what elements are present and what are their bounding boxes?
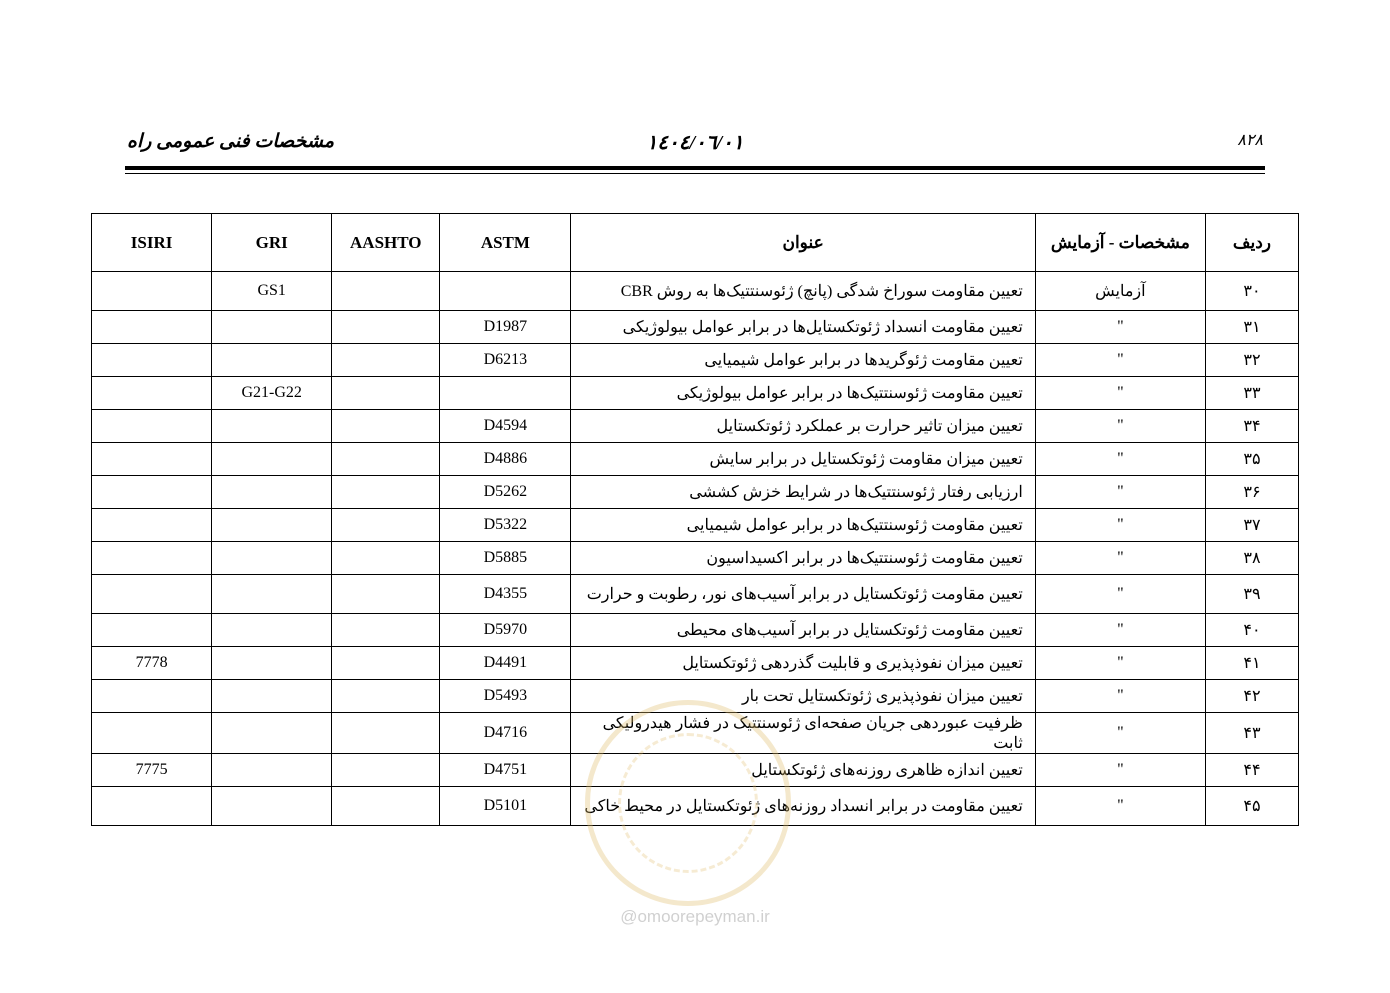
cell-isiri xyxy=(92,787,212,826)
cell-spec: " xyxy=(1035,476,1205,509)
cell-spec: " xyxy=(1035,680,1205,713)
cell-title: تعیین میزان مقاومت ژئوتکستایل در برابر سایش xyxy=(571,443,1035,476)
cell-row: ۴۰ xyxy=(1205,614,1298,647)
cell-astm: D4716 xyxy=(440,713,571,754)
cell-row: ۳۰ xyxy=(1205,272,1298,311)
col-header-gri: GRI xyxy=(212,214,332,272)
cell-spec: " xyxy=(1035,614,1205,647)
cell-isiri xyxy=(92,311,212,344)
page-header xyxy=(125,126,1265,158)
cell-spec: " xyxy=(1035,509,1205,542)
test-spec-table xyxy=(91,213,1299,826)
table-row xyxy=(92,443,1299,476)
cell-title: ارزیابی رفتار ژئوسنتتیک‌ها در شرایط خزش کششی xyxy=(571,476,1035,509)
cell-gri xyxy=(212,410,332,443)
cell-row: ۴۱ xyxy=(1205,647,1298,680)
cell-astm: D4886 xyxy=(440,443,571,476)
cell-astm: D6213 xyxy=(440,344,571,377)
table-row xyxy=(92,680,1299,713)
cell-aashto xyxy=(332,476,440,509)
cell-spec: " xyxy=(1035,311,1205,344)
cell-spec: " xyxy=(1035,713,1205,754)
cell-gri xyxy=(212,476,332,509)
cell-aashto xyxy=(332,443,440,476)
cell-gri xyxy=(212,443,332,476)
cell-isiri xyxy=(92,713,212,754)
table-row xyxy=(92,410,1299,443)
table-row xyxy=(92,647,1299,680)
cell-title: تعیین مقاومت ژئوسنتتیک‌ها در برابر عوامل شیمیایی xyxy=(571,509,1035,542)
cell-gri: GS1 xyxy=(212,272,332,311)
table-row xyxy=(92,754,1299,787)
cell-astm xyxy=(440,377,571,410)
table-row xyxy=(92,787,1299,826)
cell-isiri xyxy=(92,509,212,542)
cell-gri xyxy=(212,575,332,614)
cell-astm: D4594 xyxy=(440,410,571,443)
cell-title: تعیین مقاومت ژئوگریدها در برابر عوامل شیمیایی xyxy=(571,344,1035,377)
cell-aashto xyxy=(332,509,440,542)
table-row xyxy=(92,542,1299,575)
table-row xyxy=(92,614,1299,647)
cell-isiri xyxy=(92,272,212,311)
table-header-row xyxy=(92,214,1299,272)
cell-gri xyxy=(212,754,332,787)
cell-aashto xyxy=(332,410,440,443)
cell-row: ۳۸ xyxy=(1205,542,1298,575)
cell-astm: D5885 xyxy=(440,542,571,575)
cell-title: تعیین مقاومت ژئوسنتتیک‌ها در برابر اکسیداسیون xyxy=(571,542,1035,575)
cell-isiri xyxy=(92,443,212,476)
cell-isiri xyxy=(92,344,212,377)
cell-gri xyxy=(212,542,332,575)
cell-aashto xyxy=(332,311,440,344)
table-row xyxy=(92,713,1299,754)
cell-spec: " xyxy=(1035,410,1205,443)
table-row xyxy=(92,272,1299,311)
table-row xyxy=(92,575,1299,614)
cell-spec: " xyxy=(1035,647,1205,680)
cell-spec: " xyxy=(1035,787,1205,826)
cell-isiri: 7778 xyxy=(92,647,212,680)
cell-astm: D1987 xyxy=(440,311,571,344)
table-row xyxy=(92,311,1299,344)
cell-spec: " xyxy=(1035,443,1205,476)
cell-astm: D4491 xyxy=(440,647,571,680)
header-rule-thin xyxy=(125,173,1265,174)
cell-title: تعیین مقاومت ژئوتکستایل در برابر آسیب‌های محیطی xyxy=(571,614,1035,647)
cell-row: ۳۹ xyxy=(1205,575,1298,614)
cell-aashto xyxy=(332,614,440,647)
cell-aashto xyxy=(332,713,440,754)
cell-title: تعیین میزان نفوذپذیری ژئوتکستایل تحت بار xyxy=(571,680,1035,713)
book-title: مشخصات فنی عمومی راه xyxy=(127,131,335,152)
cell-isiri xyxy=(92,680,212,713)
cell-isiri xyxy=(92,476,212,509)
cell-gri xyxy=(212,614,332,647)
cell-aashto xyxy=(332,787,440,826)
cell-title: تعیین مقاومت ژئوسنتتیک‌ها در برابر عوامل بیولوژیکی xyxy=(571,377,1035,410)
cell-astm: D5493 xyxy=(440,680,571,713)
cell-astm: D5262 xyxy=(440,476,571,509)
col-header-astm: ASTM xyxy=(440,214,571,272)
cell-astm: D4751 xyxy=(440,754,571,787)
cell-row: ۳۶ xyxy=(1205,476,1298,509)
cell-title: ظرفیت عبوردهی جریان صفحه‌ای ژئوسنتتیک در فشار هیدرولیکی ثابت xyxy=(571,713,1035,754)
cell-isiri xyxy=(92,410,212,443)
cell-row: ۳۱ xyxy=(1205,311,1298,344)
col-header-row: ردیف xyxy=(1205,214,1298,272)
table-row xyxy=(92,377,1299,410)
col-header-title: عنوان xyxy=(571,214,1035,272)
cell-spec: آزمایش xyxy=(1035,272,1205,311)
cell-row: ۴۲ xyxy=(1205,680,1298,713)
cell-gri xyxy=(212,344,332,377)
cell-astm: D4355 xyxy=(440,575,571,614)
table-row xyxy=(92,344,1299,377)
col-header-spec: مشخصات - آزمایش xyxy=(1035,214,1205,272)
cell-gri xyxy=(212,509,332,542)
cell-isiri: 7775 xyxy=(92,754,212,787)
header-date: ۱٤۰٤/۰٦/۰۱ xyxy=(646,132,744,154)
col-header-aashto: AASHTO xyxy=(332,214,440,272)
cell-aashto xyxy=(332,754,440,787)
cell-spec: " xyxy=(1035,377,1205,410)
cell-row: ۳۵ xyxy=(1205,443,1298,476)
cell-row: ۴۴ xyxy=(1205,754,1298,787)
cell-row: ۳۷ xyxy=(1205,509,1298,542)
cell-aashto xyxy=(332,575,440,614)
cell-isiri xyxy=(92,377,212,410)
cell-title: تعیین اندازه ظاهری روزنه‌های ژئوتکستایل xyxy=(571,754,1035,787)
cell-gri: G21-G22 xyxy=(212,377,332,410)
cell-gri xyxy=(212,311,332,344)
cell-spec: " xyxy=(1035,754,1205,787)
cell-spec: " xyxy=(1035,575,1205,614)
cell-gri xyxy=(212,680,332,713)
cell-spec: " xyxy=(1035,344,1205,377)
cell-astm xyxy=(440,272,571,311)
cell-row: ۴۵ xyxy=(1205,787,1298,826)
cell-spec: " xyxy=(1035,542,1205,575)
cell-aashto xyxy=(332,344,440,377)
cell-aashto xyxy=(332,647,440,680)
cell-astm: D5101 xyxy=(440,787,571,826)
cell-astm: D5970 xyxy=(440,614,571,647)
cell-title: تعیین مقاومت سوراخ شدگی (پانچ) ژئوسنتتیک‌ها به روش CBR xyxy=(571,272,1035,311)
cell-isiri xyxy=(92,614,212,647)
cell-gri xyxy=(212,713,332,754)
cell-aashto xyxy=(332,377,440,410)
cell-astm: D5322 xyxy=(440,509,571,542)
cell-title: تعیین میزان تاثیر حرارت بر عملکرد ژئوتکستایل xyxy=(571,410,1035,443)
cell-row: ۴۳ xyxy=(1205,713,1298,754)
cell-title: تعیین مقاومت ژئوتکستایل در برابر آسیب‌های نور، رطوبت و حرارت xyxy=(571,575,1035,614)
cell-row: ۳۲ xyxy=(1205,344,1298,377)
col-header-isiri: ISIRI xyxy=(92,214,212,272)
cell-row: ۳۳ xyxy=(1205,377,1298,410)
watermark-text: @omoorepeyman.ir xyxy=(620,907,770,926)
table-row xyxy=(92,476,1299,509)
cell-isiri xyxy=(92,575,212,614)
cell-aashto xyxy=(332,680,440,713)
cell-row: ۳۴ xyxy=(1205,410,1298,443)
cell-title: تعیین مقاومت انسداد ژئوتکستایل‌ها در برابر عوامل بیولوژیکی xyxy=(571,311,1035,344)
cell-title: تعیین مقاومت در برابر انسداد روزنه‌های ژئوتکستایل در محیط خاکی xyxy=(571,787,1035,826)
table-row xyxy=(92,509,1299,542)
cell-gri xyxy=(212,787,332,826)
cell-gri xyxy=(212,647,332,680)
page-number: ۸۲۸ xyxy=(1237,132,1263,149)
cell-title: تعیین میزان نفوذپذیری و قابلیت گذردهی ژئوتکستایل xyxy=(571,647,1035,680)
cell-aashto xyxy=(332,542,440,575)
header-rule-thick xyxy=(125,166,1265,170)
cell-isiri xyxy=(92,542,212,575)
cell-aashto xyxy=(332,272,440,311)
